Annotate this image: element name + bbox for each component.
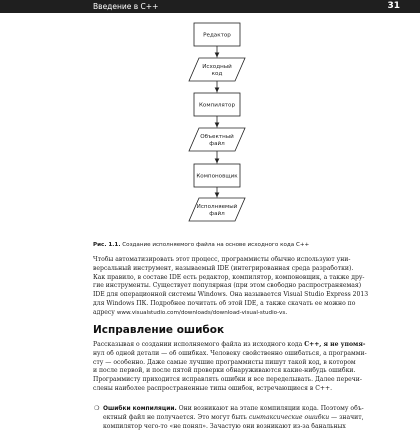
flowchart-label: Компилятор bbox=[199, 103, 236, 109]
flowchart-label: Исходный bbox=[202, 63, 232, 70]
intro-paragraph bbox=[93, 256, 393, 317]
errors-line: и после первой, и после пятой проверки обнаруживаются какие-нибудь ошибки. bbox=[93, 367, 393, 376]
intro-line: Чтобы автоматизировать этот процесс, программисты обычно используют уни- bbox=[93, 256, 393, 265]
flowchart-label: Редактор bbox=[203, 33, 231, 39]
bullet-line2-pre: ектный файл не получается. Это могут быть bbox=[103, 414, 249, 421]
bullet-line2-emphasis: синтаксические ошибки bbox=[249, 414, 329, 421]
errors-line: сту — особенно. Даже самые лучшие программисты пишут такой код, в котором bbox=[93, 359, 393, 368]
bullet-line1-rest: Они возникают на этапе компиляции кода. Поэтому объ- bbox=[179, 405, 364, 412]
errors-line: Программисту приходится исправлять ошибки и все переделывать. Далее перечи- bbox=[93, 376, 393, 385]
errors-line bbox=[93, 341, 393, 350]
flowchart-label: Компоновщик bbox=[196, 174, 238, 180]
bullet-line bbox=[103, 405, 393, 414]
errors-line-emphasis: С++, я не упомя- bbox=[304, 341, 365, 348]
figure-caption-label: Рис. 1.1. bbox=[93, 242, 120, 248]
intro-address-prefix: адресу bbox=[93, 309, 117, 316]
errors-line-start: Рассказывая о создании исполняемого файла из исходного кода bbox=[93, 341, 302, 348]
intro-line: для Windows ПК. Подробнее почитать об этой IDE, а также скачать ее можно по bbox=[93, 300, 393, 309]
flowchart-label: код bbox=[212, 71, 223, 77]
intro-line: IDE для операционной системы Windows. Она называется Visual Studio Express 2013 bbox=[93, 291, 393, 300]
intro-address-suffix: . bbox=[285, 309, 287, 316]
flowchart-label: Объектный bbox=[200, 133, 234, 140]
errors-line: слены наиболее распространенные типы ошибок, встречающиеся в С++. bbox=[93, 385, 393, 394]
errors-paragraph bbox=[93, 341, 393, 394]
intro-line: версальный инструмент, называемый IDE (интегрированная среда разработки). bbox=[93, 265, 393, 274]
bullet-term: Ошибки компиляции. bbox=[103, 406, 177, 412]
flowchart-label: файл bbox=[209, 140, 225, 147]
compile-errors-bullet bbox=[103, 405, 393, 431]
flowchart-label: Исполняемый bbox=[197, 203, 238, 210]
intro-line-last bbox=[93, 309, 393, 318]
figure-caption bbox=[93, 241, 393, 249]
errors-line: нул об одной детали — об ошибках. Человеку свойственно ошибаться, а программи- bbox=[93, 350, 393, 359]
intro-line: Как правило, в составе IDE есть редактор, компилятор, компоновщик, а также дру- bbox=[93, 274, 393, 283]
page-number: 31 bbox=[387, 0, 400, 13]
flowchart-label: файл bbox=[209, 210, 225, 217]
bullet-line2-post: — значит, bbox=[329, 414, 363, 421]
running-header-section: Введение в С++ bbox=[93, 0, 158, 13]
bullet-line: компилятор чего-то «не понял». Зачастую они возникают из-за банальных bbox=[103, 423, 393, 431]
section-heading: Исправление ошибок bbox=[93, 324, 224, 336]
bullet-circle-icon: ❍ bbox=[94, 405, 100, 414]
bullet-line bbox=[103, 414, 393, 423]
figure-caption-text: Создание исполняемого файла на основе исходного кода С++ bbox=[122, 242, 309, 248]
intro-line: гие инструменты. Существует популярная (при этом свободно распространяемая) bbox=[93, 282, 393, 291]
download-url: www.visualstudio.com/downloads/download-visual-studio-vs bbox=[117, 310, 285, 316]
